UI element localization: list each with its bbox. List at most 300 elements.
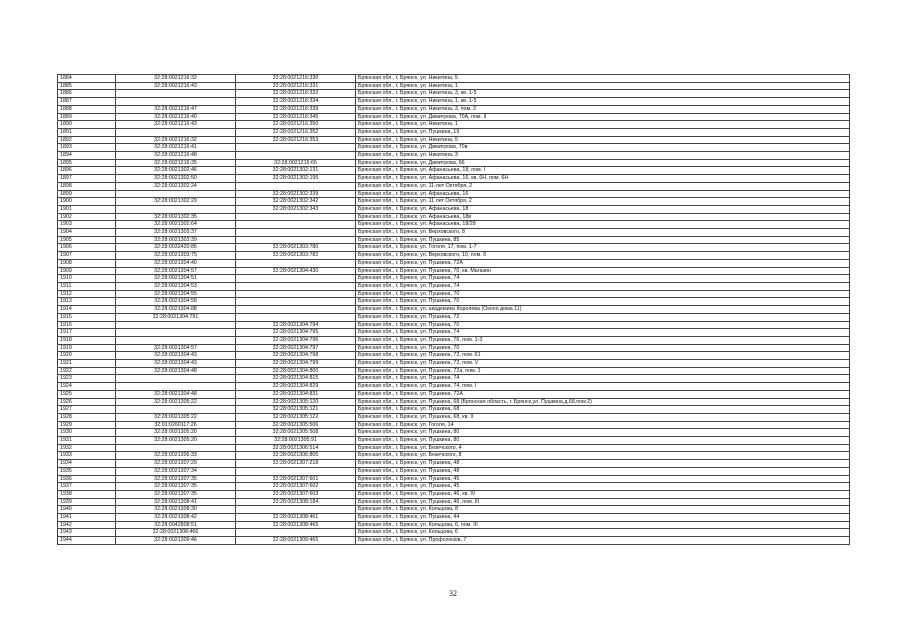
address-cell: Брянская обл., г. Брянск, ул. Пушкина, 74 bbox=[356, 329, 850, 337]
cadastral-number-cell: 32:28:0021304:88 bbox=[116, 306, 236, 314]
address-cell: Брянская обл., г. Брянск, ул. Пушкина, 70 bbox=[356, 290, 850, 298]
table-row bbox=[58, 452, 850, 460]
object-number-cell bbox=[236, 229, 356, 237]
cadastral-number-cell: 32:28:0021304:791 bbox=[116, 313, 236, 321]
table-row bbox=[58, 498, 850, 506]
object-number-cell: 32:28:0021304:796 bbox=[236, 336, 356, 344]
row-number-cell: 1892 bbox=[58, 136, 116, 144]
object-number-cell bbox=[236, 298, 356, 306]
object-number-cell: 32:28:0021302:131 bbox=[236, 167, 356, 175]
cadastral-number-cell: 32:28:0021216:48 bbox=[116, 152, 236, 160]
object-number-cell: 32:28:0021304:795 bbox=[236, 329, 356, 337]
row-number-cell: 1897 bbox=[58, 175, 116, 183]
table-row bbox=[58, 190, 850, 198]
address-cell: Брянская обл., г. Брянск, ул. Никитина, 1 bbox=[356, 121, 850, 129]
table-row bbox=[58, 467, 850, 475]
table-row bbox=[58, 275, 850, 283]
cadastral-number-cell: 32:28:0021302:29 bbox=[116, 198, 236, 206]
table-row bbox=[58, 152, 850, 160]
row-number-cell: 1903 bbox=[58, 221, 116, 229]
cadastral-number-cell: 32:28:0021308:42 bbox=[116, 514, 236, 522]
cadastral-number-cell: 32:28:0021304:57 bbox=[116, 267, 236, 275]
cadastral-number-cell bbox=[116, 205, 236, 213]
row-number-cell: 1922 bbox=[58, 367, 116, 375]
cadastral-number-cell: 32:28:0021304:51 bbox=[116, 275, 236, 283]
object-number-cell bbox=[236, 467, 356, 475]
address-cell: Брянская обл., г. Брянск, ул. Пушкина, 74 bbox=[356, 375, 850, 383]
table-row bbox=[58, 221, 850, 229]
table-row bbox=[58, 390, 850, 398]
table-row bbox=[58, 329, 850, 337]
address-cell: Брянская обл., г. Брянск, ул. Афанасьева, 18 bbox=[356, 205, 850, 213]
object-number-cell: 32:28:0021307:603 bbox=[236, 490, 356, 498]
address-cell: Брянская обл., г. Брянск, ул. Пушкина, 72 bbox=[356, 313, 850, 321]
table-row bbox=[58, 437, 850, 445]
address-cell: Брянская обл., г. Брянск, ул. Димитрова, 70в bbox=[356, 144, 850, 152]
row-number-cell: 1921 bbox=[58, 360, 116, 368]
object-number-cell: 32:28:0021304:829 bbox=[236, 383, 356, 391]
cadastral-number-cell: 32:28:0021304:58 bbox=[116, 298, 236, 306]
cadastral-number-cell: 32:28:0021309:46 bbox=[116, 537, 236, 545]
row-number-cell: 1908 bbox=[58, 259, 116, 267]
table-row bbox=[58, 90, 850, 98]
table-row bbox=[58, 460, 850, 468]
cadastral-number-cell bbox=[116, 190, 236, 198]
address-cell: Брянская обл., г. Брянск, ул. Пушкина, 74 bbox=[356, 282, 850, 290]
cadastral-number-cell: 32:28:0021302:35 bbox=[116, 213, 236, 221]
cadastral-number-cell: 32:28:0021305:22 bbox=[116, 413, 236, 421]
cadastral-number-cell: 32:28:0021307:29 bbox=[116, 460, 236, 468]
cadastral-number-cell: 32:28:0021305:22 bbox=[116, 398, 236, 406]
address-cell: Брянская обл., г. Брянск, ул. Никитина, 1 bbox=[356, 82, 850, 90]
row-number-cell: 1901 bbox=[58, 205, 116, 213]
object-number-cell: 32:28:0021308:465 bbox=[236, 521, 356, 529]
row-number-cell: 1910 bbox=[58, 275, 116, 283]
table-row bbox=[58, 252, 850, 260]
cadastral-number-cell: 32:28:0021307:35 bbox=[116, 475, 236, 483]
row-number-cell: 1927 bbox=[58, 406, 116, 414]
row-number-cell: 1904 bbox=[58, 229, 116, 237]
row-number-cell: 1917 bbox=[58, 329, 116, 337]
register-table-body bbox=[58, 75, 850, 545]
address-cell: Брянская обл., г. Брянск, ул. Никитина, 3, кв. 1-5 bbox=[356, 90, 850, 98]
row-number-cell: 1932 bbox=[58, 444, 116, 452]
object-number-cell: 32:28:0021305:121 bbox=[236, 406, 356, 414]
row-number-cell: 1939 bbox=[58, 498, 116, 506]
table-row bbox=[58, 398, 850, 406]
cadastral-number-cell bbox=[116, 90, 236, 98]
row-number-cell: 1931 bbox=[58, 437, 116, 445]
object-number-cell: 32:28:0021304:430 bbox=[236, 267, 356, 275]
object-number-cell: 32:28:0021304:799 bbox=[236, 360, 356, 368]
cadastral-number-cell: 32:28:0021304:43 bbox=[116, 352, 236, 360]
cadastral-number-cell bbox=[116, 406, 236, 414]
row-number-cell: 1888 bbox=[58, 105, 116, 113]
object-number-cell: 32:28:0021305:506 bbox=[236, 421, 356, 429]
address-cell: Брянская обл., г. Брянск, ул. Афанасьева, 18/28 bbox=[356, 221, 850, 229]
cadastral-number-cell: 32:28:0021303:39 bbox=[116, 236, 236, 244]
table-row bbox=[58, 128, 850, 136]
object-number-cell bbox=[236, 282, 356, 290]
row-number-cell: 1893 bbox=[58, 144, 116, 152]
table-row bbox=[58, 375, 850, 383]
row-number-cell: 1900 bbox=[58, 198, 116, 206]
object-number-cell bbox=[236, 306, 356, 314]
object-number-cell: 32:28:0021306:514 bbox=[236, 444, 356, 452]
cadastral-number-cell: 32:28:0021305:20 bbox=[116, 437, 236, 445]
object-number-cell: 32:28:0021308:184 bbox=[236, 498, 356, 506]
row-number-cell: 1930 bbox=[58, 429, 116, 437]
object-number-cell: 32:28:0021305:508 bbox=[236, 429, 356, 437]
address-cell: Брянская обл., г. Брянск, ул. Димитрова, 66 bbox=[356, 159, 850, 167]
object-number-cell: 32:28:0021302:342 bbox=[236, 198, 356, 206]
table-row bbox=[58, 229, 850, 237]
row-number-cell: 1914 bbox=[58, 306, 116, 314]
table-row bbox=[58, 406, 850, 414]
object-number-cell: 32:28:0021308:461 bbox=[236, 514, 356, 522]
object-number-cell: 32:28:0021305:91 bbox=[236, 437, 356, 445]
address-cell: Брянская обл., г. Брянск, ул. Афанасьева, 18, пом. I bbox=[356, 167, 850, 175]
cadastral-number-cell: 32:28:0021216:41 bbox=[116, 144, 236, 152]
row-number-cell: 1926 bbox=[58, 398, 116, 406]
object-number-cell bbox=[236, 529, 356, 537]
table-row bbox=[58, 344, 850, 352]
object-number-cell bbox=[236, 236, 356, 244]
cadastral-number-cell bbox=[116, 321, 236, 329]
table-row bbox=[58, 290, 850, 298]
address-cell: Брянская обл., г. Брянск, ул. Гоголя, 14 bbox=[356, 421, 850, 429]
address-cell: Брянская обл., г. Брянск, ул. Пушкина, 80 bbox=[356, 437, 850, 445]
address-cell: Брянская обл., г. Брянск, ул. Никитина, 5 bbox=[356, 75, 850, 83]
table-row bbox=[58, 506, 850, 514]
object-number-cell: 32:28:0021305:120 bbox=[236, 398, 356, 406]
row-number-cell: 1887 bbox=[58, 98, 116, 106]
address-cell: Брянская обл., г. Брянск, ул. Пушкина, 74 bbox=[356, 275, 850, 283]
object-number-cell: 32:28:0021304:797 bbox=[236, 344, 356, 352]
table-row bbox=[58, 521, 850, 529]
table-row bbox=[58, 475, 850, 483]
table-row bbox=[58, 413, 850, 421]
address-cell: Брянская обл., г. Брянск, ул. Пушкина, 46, кв. IV bbox=[356, 490, 850, 498]
address-cell: Брянская обл., г. Брянск, ул. Кольцова, 6 bbox=[356, 529, 850, 537]
object-number-cell: 32:28:0021302:343 bbox=[236, 205, 356, 213]
table-row bbox=[58, 537, 850, 545]
row-number-cell: 1906 bbox=[58, 244, 116, 252]
row-number-cell: 1938 bbox=[58, 490, 116, 498]
address-cell: Брянская обл., г. Брянск, ул. Пушкина, 68 bbox=[356, 406, 850, 414]
address-cell: Брянская обл., г. Брянск, ул. Кольцова, 6, пом. III bbox=[356, 521, 850, 529]
address-cell: Брянская обл., г. Брянск, ул. Пушкина, 68 (Брянская область, г. Брянск,ул. Пушкина,д.68,пом.2) bbox=[356, 398, 850, 406]
row-number-cell: 1907 bbox=[58, 252, 116, 260]
cadastral-number-cell: 32:28:0032420:86 bbox=[116, 244, 236, 252]
table-row bbox=[58, 360, 850, 368]
address-cell: Брянская обл., г. Брянск, ул. 11 лет Октября, 2 bbox=[356, 198, 850, 206]
cadastral-number-cell: 32:28:0021303:75 bbox=[116, 252, 236, 260]
table-row bbox=[58, 282, 850, 290]
address-cell: Брянская обл., г. Брянск, ул. Верховского, 10, пом. 6 bbox=[356, 252, 850, 260]
object-number-cell: 32:28:0021303:780 bbox=[236, 244, 356, 252]
object-number-cell: 32:28:0021216:352 bbox=[236, 128, 356, 136]
page-number: 32 bbox=[449, 589, 457, 598]
table-row bbox=[58, 121, 850, 129]
row-number-cell: 1911 bbox=[58, 282, 116, 290]
object-number-cell: 32:28:0021216:65 bbox=[236, 159, 356, 167]
object-number-cell bbox=[236, 275, 356, 283]
cadastral-number-cell bbox=[116, 329, 236, 337]
cadastral-number-cell: 32:28:0021216:35 bbox=[116, 159, 236, 167]
object-number-cell bbox=[236, 313, 356, 321]
row-number-cell: 1891 bbox=[58, 128, 116, 136]
address-cell: Брянская обл., г. Брянск, ул. академика Королева (Около дома 11) bbox=[356, 306, 850, 314]
address-cell: Брянская обл., г. Брянск, ул. Профсоюзов, 7 bbox=[356, 537, 850, 545]
address-cell: Брянская обл., г. Брянск, ул. Афанасьева, 16, кв. 6Н, пом. 6Н bbox=[356, 175, 850, 183]
row-number-cell: 1886 bbox=[58, 90, 116, 98]
row-number-cell: 1919 bbox=[58, 344, 116, 352]
table-row bbox=[58, 298, 850, 306]
object-number-cell bbox=[236, 213, 356, 221]
object-number-cell: 32:28:0021304:831 bbox=[236, 390, 356, 398]
table-row bbox=[58, 136, 850, 144]
table-row bbox=[58, 82, 850, 90]
table-row bbox=[58, 321, 850, 329]
object-number-cell: 32:28:0021305:122 bbox=[236, 413, 356, 421]
address-cell: Брянская обл., г. Брянск, ул. Пушкина, 72а, пом. 1 bbox=[356, 367, 850, 375]
table-row bbox=[58, 313, 850, 321]
object-number-cell bbox=[236, 144, 356, 152]
object-number-cell: 32:28:0021216:353 bbox=[236, 136, 356, 144]
cadastral-number-cell: 32:28:0021302:64 bbox=[116, 221, 236, 229]
address-cell: Брянская обл., г. Брянск, ул. Никитина, 1, кв. 1-5 bbox=[356, 98, 850, 106]
table-row bbox=[58, 98, 850, 106]
cadastral-number-cell: 32:28:0021305:20 bbox=[116, 429, 236, 437]
table-row bbox=[58, 175, 850, 183]
address-cell: Брянская обл., г. Брянск, ул. Пушкина, 48 bbox=[356, 467, 850, 475]
table-row bbox=[58, 367, 850, 375]
object-number-cell: 32:28:0021304:800 bbox=[236, 367, 356, 375]
object-number-cell: 32:28:0021216:332 bbox=[236, 90, 356, 98]
cadastral-number-cell: 32:28:0021216:32 bbox=[116, 75, 236, 83]
row-number-cell: 1916 bbox=[58, 321, 116, 329]
cadastral-number-cell bbox=[116, 383, 236, 391]
cadastral-number-cell: 32:28:0021216:43 bbox=[116, 82, 236, 90]
table-row bbox=[58, 529, 850, 537]
address-cell: Брянская обл., г. Брянск, ул. Пушкина, 72А bbox=[356, 390, 850, 398]
object-number-cell: 32:28:0021216:334 bbox=[236, 98, 356, 106]
address-cell: Брянская обл., г. Брянск, ул. Пушкина, 70 bbox=[356, 321, 850, 329]
cadastral-number-cell: 32:28:0042808:51 bbox=[116, 521, 236, 529]
table-row bbox=[58, 236, 850, 244]
table-row bbox=[58, 113, 850, 121]
cadastral-number-cell: 32:28:0021304:55 bbox=[116, 290, 236, 298]
cadastral-number-cell: 32:28:0021216:32 bbox=[116, 136, 236, 144]
cadastral-number-cell: 32:28:0021308:41 bbox=[116, 498, 236, 506]
address-cell: Брянская обл., г. Брянск, ул. 11-лет Октября, 2 bbox=[356, 182, 850, 190]
table-row bbox=[58, 421, 850, 429]
table-row bbox=[58, 182, 850, 190]
address-cell: Брянская обл., г. Брянск, ул. Димитрова, 70А, пом. II bbox=[356, 113, 850, 121]
object-number-cell: 32:28:0021303:782 bbox=[236, 252, 356, 260]
address-cell: Брянская обл., г. Брянск, ул. Пушкина, 72, пом. V bbox=[356, 360, 850, 368]
address-cell: Брянская обл., г. Брянск, ул. Никитина, 3 bbox=[356, 152, 850, 160]
cadastral-number-cell: 32:28:0021304:48 bbox=[116, 390, 236, 398]
object-number-cell: 32:28:0021216:330 bbox=[236, 75, 356, 83]
table-row bbox=[58, 267, 850, 275]
row-number-cell: 1928 bbox=[58, 413, 116, 421]
object-number-cell bbox=[236, 221, 356, 229]
cadastral-number-cell: 32:28:0021307:34 bbox=[116, 467, 236, 475]
cadastral-number-cell bbox=[116, 98, 236, 106]
cadastral-number-cell: 32:28:0021216:47 bbox=[116, 105, 236, 113]
row-number-cell: 1940 bbox=[58, 506, 116, 514]
address-cell: Брянская обл., г. Брянск, ул. Пушкина, 85 bbox=[356, 236, 850, 244]
row-number-cell: 1884 bbox=[58, 75, 116, 83]
row-number-cell: 1896 bbox=[58, 167, 116, 175]
cadastral-number-cell bbox=[116, 336, 236, 344]
address-cell: Брянская обл., г. Брянск, ул. Верховского, 8 bbox=[356, 229, 850, 237]
row-number-cell: 1929 bbox=[58, 421, 116, 429]
row-number-cell: 1890 bbox=[58, 121, 116, 129]
cadastral-number-cell: 32:28:0021304:43 bbox=[116, 360, 236, 368]
cadastral-number-cell: 32:28:0021304:53 bbox=[116, 282, 236, 290]
row-number-cell: 1924 bbox=[58, 383, 116, 391]
object-number-cell: 32:28:0021216:350 bbox=[236, 121, 356, 129]
cadastral-number-cell: 32:28:0021307:35 bbox=[116, 490, 236, 498]
object-number-cell bbox=[236, 259, 356, 267]
address-cell: Брянская обл., г. Брянск, ул. Афанасьева, 16 bbox=[356, 190, 850, 198]
row-number-cell: 1923 bbox=[58, 375, 116, 383]
cadastral-number-cell: 32:28:0021302:46 bbox=[116, 167, 236, 175]
table-row bbox=[58, 105, 850, 113]
cadastral-number-cell: 32:28:0021308:466 bbox=[116, 529, 236, 537]
address-cell: Брянская обл., г. Брянск, ул. Безечского, 4 bbox=[356, 444, 850, 452]
address-cell: Брянская обл., г. Брянск, ул. Пушкина, 80 bbox=[356, 429, 850, 437]
cadastral-number-cell bbox=[116, 128, 236, 136]
object-number-cell bbox=[236, 182, 356, 190]
table-row bbox=[58, 306, 850, 314]
address-cell: Брянская обл., г. Брянск, ул. Пушкина, 70 bbox=[356, 344, 850, 352]
address-cell: Брянская обл., г. Брянск, ул. Кольцова, 8 bbox=[356, 506, 850, 514]
cadastral-number-cell: 32:28:0021302:24 bbox=[116, 182, 236, 190]
object-number-cell: 32:28:0021302:195 bbox=[236, 175, 356, 183]
row-number-cell: 1885 bbox=[58, 82, 116, 90]
object-number-cell: 32:28:0021216:331 bbox=[236, 82, 356, 90]
table-row bbox=[58, 490, 850, 498]
row-number-cell: 1913 bbox=[58, 298, 116, 306]
row-number-cell: 1899 bbox=[58, 190, 116, 198]
cadastral-number-cell: 32:28:0021303:37 bbox=[116, 229, 236, 237]
cadastral-number-cell: 32:28:0021216:40 bbox=[116, 113, 236, 121]
row-number-cell: 1918 bbox=[58, 336, 116, 344]
address-cell: Брянская обл., г. Брянск, ул. Пушкина, 72А bbox=[356, 259, 850, 267]
cadastral-number-cell bbox=[116, 375, 236, 383]
row-number-cell: 1905 bbox=[58, 236, 116, 244]
address-cell: Брянская обл., г. Брянск, ул. Никитина, 5 bbox=[356, 136, 850, 144]
address-cell: Брянская обл., г. Брянск, ул. Пушкина, 48 bbox=[356, 460, 850, 468]
row-number-cell: 1942 bbox=[58, 521, 116, 529]
row-number-cell: 1943 bbox=[58, 529, 116, 537]
table-row bbox=[58, 244, 850, 252]
row-number-cell: 1895 bbox=[58, 159, 116, 167]
table-row bbox=[58, 514, 850, 522]
object-number-cell: 32:28:0021309:465 bbox=[236, 537, 356, 545]
cadastral-number-cell bbox=[116, 444, 236, 452]
address-cell: Брянская обл., г. Брянск, ул. Пушкина, 44 bbox=[356, 514, 850, 522]
row-number-cell: 1889 bbox=[58, 113, 116, 121]
object-number-cell bbox=[236, 152, 356, 160]
row-number-cell: 1920 bbox=[58, 352, 116, 360]
object-number-cell bbox=[236, 506, 356, 514]
address-cell: Брянская обл., г. Брянск, ул. Пушкина, 72, пом. 61 bbox=[356, 352, 850, 360]
address-cell: Брянская обл., г. Брянск, ул. Пушкина, 19 bbox=[356, 128, 850, 136]
address-cell: Брянская обл., г. Брянск, ул. Пушкина, 46, пом. III bbox=[356, 498, 850, 506]
cadastral-number-cell: 32:28:0021216:43 bbox=[116, 121, 236, 129]
table-row bbox=[58, 75, 850, 83]
table-row bbox=[58, 198, 850, 206]
address-cell: Брянская обл., г. Брянск, ул. Безечского, 8 bbox=[356, 452, 850, 460]
object-number-cell: 32:28:0021307:601 bbox=[236, 475, 356, 483]
table-row bbox=[58, 144, 850, 152]
row-number-cell: 1944 bbox=[58, 537, 116, 545]
row-number-cell: 1915 bbox=[58, 313, 116, 321]
table-row bbox=[58, 444, 850, 452]
object-number-cell: 32:28:0021304:794 bbox=[236, 321, 356, 329]
table-row bbox=[58, 483, 850, 491]
address-cell: Брянская обл., г. Брянск, ул. Афанасьева, 18в bbox=[356, 213, 850, 221]
address-cell: Брянская обл., г. Брянск, ул. Гоголя, 17, пом. 1-7 bbox=[356, 244, 850, 252]
cadastral-number-cell: 32:28:0021304:40 bbox=[116, 259, 236, 267]
cadastral-number-cell: 32:28:0021306:33 bbox=[116, 452, 236, 460]
row-number-cell: 1936 bbox=[58, 475, 116, 483]
object-number-cell: 32:28:0021304:798 bbox=[236, 352, 356, 360]
row-number-cell: 1941 bbox=[58, 514, 116, 522]
address-cell: Брянская обл., г. Брянск, ул. Пушкина, 45 bbox=[356, 483, 850, 491]
object-number-cell: 32:28:0021306:805 bbox=[236, 452, 356, 460]
row-number-cell: 1894 bbox=[58, 152, 116, 160]
table-row bbox=[58, 336, 850, 344]
row-number-cell: 1933 bbox=[58, 452, 116, 460]
cadastral-number-cell: 32:28:0021304:57 bbox=[116, 344, 236, 352]
table-row bbox=[58, 213, 850, 221]
row-number-cell: 1925 bbox=[58, 390, 116, 398]
object-number-cell: 32:28:0021304:815 bbox=[236, 375, 356, 383]
row-number-cell: 1909 bbox=[58, 267, 116, 275]
address-cell: Брянская обл., г. Брянск, ул. Никитина, 3, пом. 2 bbox=[356, 105, 850, 113]
row-number-cell: 1934 bbox=[58, 460, 116, 468]
table-row bbox=[58, 159, 850, 167]
table-row bbox=[58, 167, 850, 175]
table-row bbox=[58, 259, 850, 267]
object-number-cell: 32:28:0021307:602 bbox=[236, 483, 356, 491]
address-cell: Брянская обл., г. Брянск, ул. Пушкина, 74, пом. I bbox=[356, 383, 850, 391]
row-number-cell: 1935 bbox=[58, 467, 116, 475]
row-number-cell: 1912 bbox=[58, 290, 116, 298]
cadastral-number-cell: 32:01:0260117:26 bbox=[116, 421, 236, 429]
address-cell: Брянская обл., г. Брянск, ул. Пушкина, 70, кв. Магазин bbox=[356, 267, 850, 275]
table-row bbox=[58, 205, 850, 213]
table-row bbox=[58, 352, 850, 360]
address-cell: Брянская обл., г. Брянск, ул. Пушкина, 76, пом. 1-3 bbox=[356, 336, 850, 344]
cadastral-number-cell: 32:28:0021302:50 bbox=[116, 175, 236, 183]
object-number-cell bbox=[236, 290, 356, 298]
object-number-cell: 32:28:0021216:339 bbox=[236, 105, 356, 113]
cadastral-number-cell: 32:28:0021304:48 bbox=[116, 367, 236, 375]
row-number-cell: 1898 bbox=[58, 182, 116, 190]
address-cell: Брянская обл., г. Брянск, ул. Пушкина, 70 bbox=[356, 298, 850, 306]
address-cell: Брянская обл., г. Брянск, ул. Пушкина, 45 bbox=[356, 475, 850, 483]
table-row bbox=[58, 429, 850, 437]
row-number-cell: 1902 bbox=[58, 213, 116, 221]
object-number-cell: 32:28:0021216:345 bbox=[236, 113, 356, 121]
